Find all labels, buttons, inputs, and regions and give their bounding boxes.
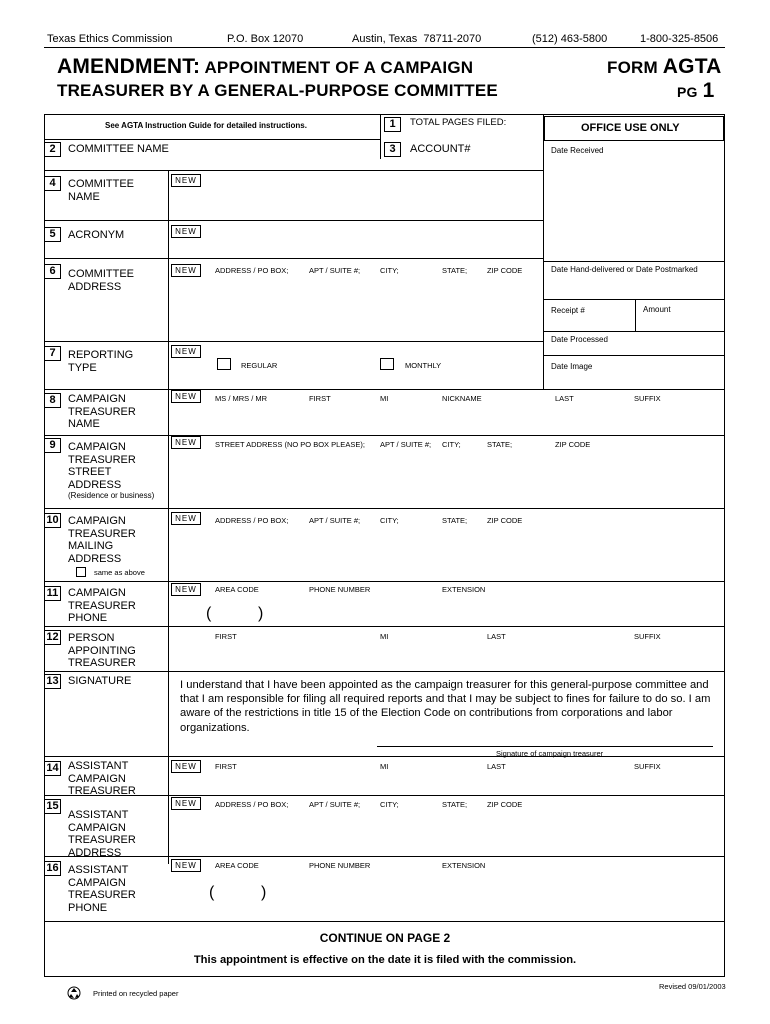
new-badge: NEW [171,436,201,449]
form-body [44,114,725,977]
pg-value: 1 [702,79,715,102]
revised-note: Revised 09/01/2003 [659,982,726,991]
account-label: ACCOUNT# [410,143,471,155]
treasurer-street-label: CAMPAIGN TREASURER STREET ADDRESS [68,441,136,491]
committee-name-new-label: COMMITTEE NAME [68,178,134,203]
sub-city: CITY; [380,266,399,275]
sub-zip: ZIP CODE [487,800,523,809]
header-rule [44,47,725,48]
sub-street: STREET ADDRESS (NO PO BOX PLEASE); [215,440,365,449]
same-as-above-label: same as above [94,568,145,577]
title-amendment: AMENDMENT: [57,55,201,78]
sub-suffix: SUFFIX [634,632,661,641]
field-number-10: 10 [44,513,61,528]
assistant-phone-label: ASSISTANT CAMPAIGN TREASURER PHONE [68,864,136,914]
monthly-checkbox[interactable] [380,358,394,370]
assistant-address-label: ASSISTANT CAMPAIGN TREASURER ADDRESS [68,809,136,859]
signature-label: SIGNATURE [68,675,132,687]
header-org: Texas Ethics Commission [47,33,173,45]
form-title-line1 [57,55,473,79]
recycle-icon [67,986,81,1000]
new-badge: NEW [171,174,201,187]
total-pages-label: TOTAL PAGES FILED: [410,117,507,128]
new-badge: NEW [171,390,201,403]
sub-suffix: SUFFIX [634,394,661,403]
sub-state: STATE; [442,516,468,525]
form-code-value: AGTA [662,55,722,78]
sub-address: ADDRESS / PO BOX; [215,516,289,525]
field-number-15: 15 [44,799,61,814]
field-number-9: 9 [44,438,61,453]
date-image-label: Date Image [551,362,593,371]
office-divider [543,114,544,389]
field-number-2: 2 [44,142,61,157]
treasurer-phone-label: CAMPAIGN TREASURER PHONE [68,587,136,624]
field-number-3: 3 [384,142,401,157]
committee-name-label: COMMITTEE NAME [68,143,169,155]
assistant-treasurer-label: ASSISTANT CAMPAIGN TREASURER [68,760,136,797]
sub-city: CITY; [380,800,399,809]
sub-mi: MI [380,632,389,641]
acronym-label: ACRONYM [68,229,125,241]
sub-first: FIRST [309,394,331,403]
sub-extension: EXTENSION [442,861,486,870]
sub-apt: APT / SUITE #; [309,266,361,275]
new-badge: NEW [171,760,201,773]
sub-address: ADDRESS / PO BOX; [215,266,289,275]
continue-note: CONTINUE ON PAGE 2 [319,931,451,945]
new-badge: NEW [171,859,201,872]
sub-zip: ZIP CODE [487,516,523,525]
sub-suffix: SUFFIX [634,762,661,771]
monthly-label: MONTHLY [405,361,442,370]
sub-last: LAST [487,632,506,641]
header-phone: (512) 463-5800 [532,33,608,45]
sub-phone-number: PHONE NUMBER [309,585,371,594]
new-badge: NEW [171,345,201,358]
header-tollfree: 1-800-325-8506 [640,33,719,45]
sub-mi: MI [380,394,389,403]
regular-label: REGULAR [241,361,278,370]
sub-extension: EXTENSION [442,585,486,594]
sub-first: FIRST [215,632,237,641]
sub-apt: APT / SUITE #; [380,440,432,449]
header-city: Austin, Texas 78711-2070 [352,33,482,45]
new-badge: NEW [171,264,201,277]
title-line1: APPOINTMENT OF A CAMPAIGN [204,58,474,77]
header-pobox: P.O. Box 12070 [227,33,304,45]
field-number-8: 8 [44,393,61,408]
sub-apt: APT / SUITE #; [309,800,361,809]
account-divider [380,114,381,159]
sub-first: FIRST [215,762,237,771]
sub-city: CITY; [442,440,461,449]
new-badge: NEW [171,797,201,810]
office-use-title: OFFICE USE ONLY [581,122,680,134]
sub-mi: MI [380,762,389,771]
page-number [677,79,714,103]
committee-address-label: COMMITTEE ADDRESS [68,268,134,293]
amount-label: Amount [643,305,671,314]
field-number-16: 16 [44,861,61,876]
recycled-note: Printed on recycled paper [93,989,179,998]
area-open-paren: ( [209,884,215,901]
new-badge: NEW [171,512,201,525]
regular-checkbox[interactable] [217,358,231,370]
field-number-11: 11 [44,586,61,601]
sub-state: STATE; [487,440,513,449]
treasurer-mailing-label: CAMPAIGN TREASURER MAILING ADDRESS [68,515,136,565]
person-appointing-label: PERSON APPOINTING TREASURER [68,632,136,669]
sub-nickname: NICKNAME [442,394,482,403]
sub-address: ADDRESS / PO BOX; [215,800,289,809]
form-code [607,55,722,79]
sub-zip: ZIP CODE [555,440,591,449]
label-column-divider [168,170,169,864]
field-number-6: 6 [44,264,61,279]
same-as-above-checkbox[interactable] [76,567,86,577]
field-number-13: 13 [44,674,61,689]
sub-area-code: AREA CODE [215,861,259,870]
area-close-paren: ) [261,884,267,901]
signature-line[interactable] [377,746,713,747]
signature-caption: Signature of campaign treasurer [496,749,604,758]
date-received-label: Date Received [551,146,604,155]
title-line2: TREASURER BY A GENERAL-PURPOSE COMMITTEE [57,81,498,100]
receipt-label: Receipt # [551,306,585,315]
field-number-5: 5 [44,227,61,242]
date-postmarked-label: Date Hand-delivered or Date Postmarked [551,265,698,274]
treasurer-name-label: CAMPAIGN TREASURER NAME [68,393,136,430]
form-label: FORM [607,58,658,77]
sub-city: CITY; [380,516,399,525]
sub-last: LAST [487,762,506,771]
signature-statement: I understand that I have been appointed as the campaign treasurer for this general-purpose committee and that I am responsible for filing all required reports and that I may be subject to fines for failure to do so. I am aware of the restrictions in title 15 of the Election Code on contributions from corporations and labor organizations. [180,679,711,734]
new-badge: NEW [171,225,201,238]
pg-label: PG [677,84,698,100]
residence-note: (Residence or business) [68,491,155,500]
reporting-type-label: REPORTING TYPE [68,349,134,374]
effective-note: This appointment is effective on the date it is filed with the commission. [193,954,577,966]
field-number-4: 4 [44,176,61,191]
sub-last: LAST [555,394,574,403]
sub-state: STATE; [442,800,468,809]
instructions-note: See AGTA Instruction Guide for detailed instructions. [105,121,307,130]
field-number-1: 1 [384,117,401,132]
area-open-paren: ( [206,605,212,622]
new-badge: NEW [171,583,201,596]
sub-state: STATE; [442,266,468,275]
sub-zip: ZIP CODE [487,266,523,275]
sub-phone-number: PHONE NUMBER [309,861,371,870]
sub-ms: MS / MRS / MR [215,394,268,403]
sub-area-code: AREA CODE [215,585,259,594]
area-close-paren: ) [258,605,264,622]
field-number-7: 7 [44,346,61,361]
sub-apt: APT / SUITE #; [309,516,361,525]
field-number-14: 14 [44,761,61,776]
date-processed-label: Date Processed [551,335,608,344]
field-number-12: 12 [44,630,61,645]
